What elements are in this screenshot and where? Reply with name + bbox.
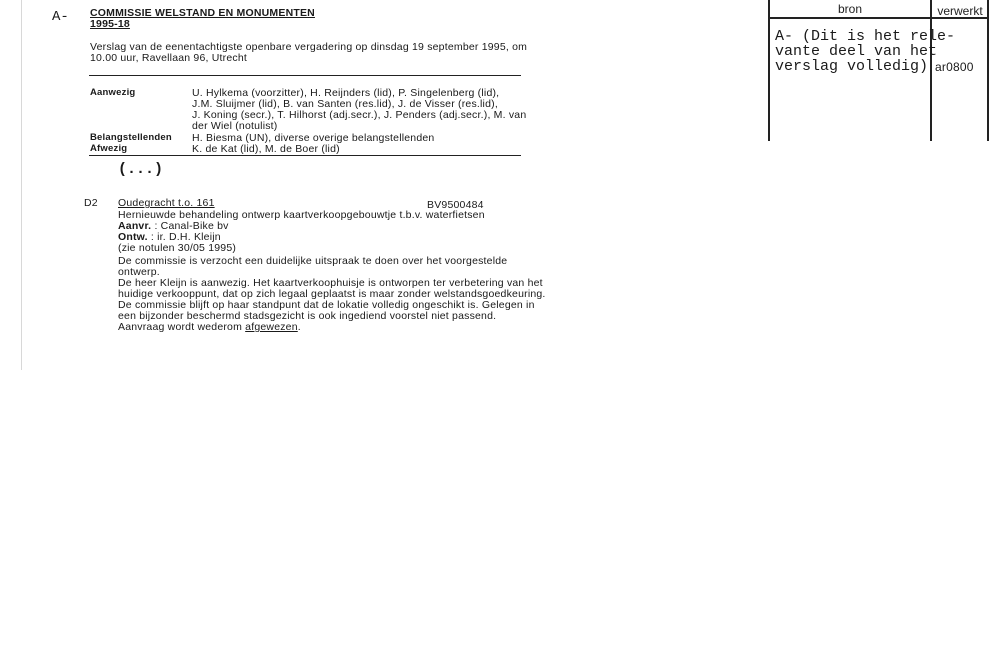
- decision-prefix: Aanvraag wordt wederom: [118, 321, 246, 333]
- applicant-label: Aanvr.: [118, 220, 152, 232]
- decision-value: afgewezen: [245, 321, 298, 333]
- present-line-2: J.M. Sluijmer (lid), B. van Santen (res.lid), J. de Visser (res.lid),: [192, 98, 498, 110]
- item-subject: Hernieuwde behandeling ontwerp kaartverkoopgebouwtje t.b.v. waterfietsen: [118, 209, 485, 221]
- body-line-1: De commissie is verzocht een duidelijke uitspraak te doen over het voorgestelde: [118, 255, 508, 267]
- report-intro-line-2: 10.00 uur, Ravellaan 96, Utrecht: [90, 52, 247, 64]
- item-note: (zie notulen 30/05 1995): [118, 242, 237, 254]
- side-table-left-border: [768, 0, 770, 141]
- processed-code: ar0800: [935, 60, 974, 74]
- present-line-4: der Wiel (notulist): [192, 120, 278, 132]
- source-stamp-text: A- (Dit is het rele- vante deel van het verslag volledig): [775, 28, 956, 75]
- stakeholders-value: H. Biesma (UN), diverse overige belangstellenden: [192, 132, 435, 144]
- body-line-3: De heer Kleijn is aanwezig. Het kaartverkoophuisje is ontworpen ter verbetering van het: [118, 277, 543, 289]
- processed-column-header: verwerkt: [937, 4, 983, 18]
- designer-value: : ir. D.H. Kleijn: [150, 231, 221, 243]
- source-column-header: bron: [837, 2, 863, 16]
- attendance-bottom-rule: [89, 155, 521, 156]
- omission-marker: (...): [118, 161, 164, 178]
- decision-line: [118, 321, 301, 333]
- document-title: COMMISSIE WELSTAND EN MONUMENTEN: [90, 7, 315, 19]
- present-line-3: J. Koning (secr.), T. Hilhorst (adj.secr.), J. Penders (adj.secr.), M. van: [192, 109, 527, 121]
- item-address: Oudegracht t.o. 161: [118, 197, 215, 209]
- present-line-1: U. Hylkema (voorzitter), H. Reijnders (lid), P. Singelenberg (lid),: [192, 87, 500, 99]
- decision-suffix: .: [297, 321, 301, 333]
- stakeholders-label: Belangstellenden: [90, 132, 172, 143]
- item-number: D2: [84, 197, 98, 209]
- report-intro-line-1: Verslag van de eenentachtigste openbare vergadering op dinsdag 19 september 1995, om: [90, 41, 528, 53]
- applicant-value: : Canal-Bike bv: [154, 220, 229, 232]
- body-line-6: een bijzonder beschermd stadsgezicht is ook ingediend voorstel niet passend.: [118, 310, 497, 322]
- attendance-top-rule: [89, 75, 521, 76]
- body-line-2: ontwerp.: [118, 266, 160, 278]
- side-table-right-border: [987, 0, 989, 141]
- body-line-4: huidige verkooppunt, dat op zich legaal geplaatst is maar zonder welstandsgoedkeuring.: [118, 288, 546, 300]
- designer-label: Ontw.: [118, 231, 148, 243]
- item-reference: BV9500484: [427, 199, 484, 211]
- document-number: 1995-18: [90, 18, 130, 30]
- scan-page-edge: [21, 0, 22, 370]
- margin-marker: A-: [52, 9, 69, 25]
- present-label: Aanwezig: [90, 87, 136, 98]
- body-line-5: De commissie blijft op haar standpunt dat de lokatie volledig ongeschikt is. Gelegen in: [118, 299, 535, 311]
- absent-label: Afwezig: [90, 143, 128, 154]
- absent-value: K. de Kat (lid), M. de Boer (lid): [192, 143, 340, 155]
